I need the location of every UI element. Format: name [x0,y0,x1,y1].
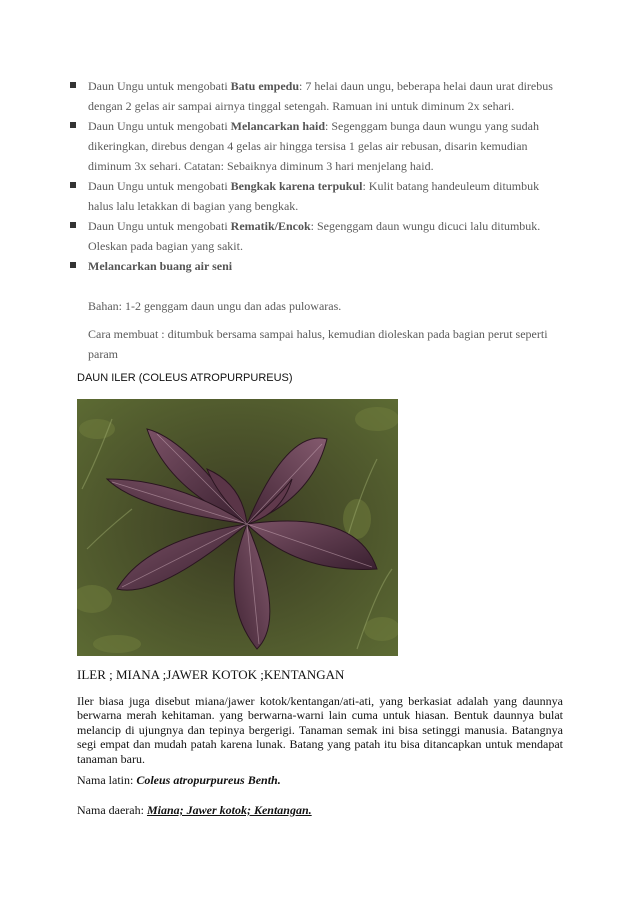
list-item [62,256,562,276]
list-item [62,176,562,216]
daerah-label: Nama daerah: [77,803,147,817]
item-bold: Bengkak karena terpukul [230,179,363,193]
bullet-square-icon [70,82,76,88]
daerah-value: Miana; Jawer kotok; Kentangan. [146,803,312,817]
cara-text: Cara membuat : ditumbuk bersama sampai halus, kemudian dioleskan pada bagian perut seperti param [88,327,548,361]
bahan-text: Bahan: 1-2 genggam daun ungu dan adas pulowaras. [88,299,342,313]
item-bold: Rematik/Encok [230,219,311,233]
item-prefix: Daun Ungu untuk mengobati [88,179,231,193]
remedy-list [62,76,562,276]
latin-value: Coleus atropurpureus Benth. [136,773,281,787]
item-text: : 7 helai daun ungu, beberapa helai daun urat direbus dengan 2 gelas air sampai airnya tinggal setengah. Ramuan ini untuk diminum 2x sehari. [88,79,553,113]
item-bold: Melancarkan buang air seni [88,259,233,273]
bullet-square-icon [70,122,76,128]
item-text: : Segenggam bunga daun wungu yang sudah dikeringkan, direbus dengan 4 gelas air hingga tersisa 1 gelas air rebusan, disarin kemudian diminum 3x sehari. Catatan: Sebaiknya diminum 3 hari menjelang haid. [88,119,539,173]
list-item [62,116,562,176]
coleus-plant-photo [77,399,398,656]
item-prefix: Daun Ungu untuk mengobati [88,79,231,93]
latin-name [77,773,281,788]
plant-title: ILER ; MIANA ;JAWER KOTOK ;KENTANGAN [77,667,345,682]
item-prefix: Daun Ungu untuk mengobati [88,219,231,233]
item-prefix: Daun Ungu untuk mengobati [88,119,231,133]
section-heading: DAUN ILER (COLEUS ATROPURPUREUS) [77,372,293,384]
bullet-square-icon [70,262,76,268]
item-text: : Kulit batang handeuleum ditumbuk halus lalu letakkan di bagian yang bengkak. [88,179,540,213]
item-text: : Segenggam daun wungu dicuci lalu ditumbuk. Oleskan pada bagian yang sakit. [88,219,541,253]
list-item [62,76,562,116]
list-item [62,216,562,256]
latin-label: Nama latin: [77,773,137,787]
item-bold: Melancarkan haid [230,119,325,133]
bullet-square-icon [70,222,76,228]
plant-description: Iler biasa juga disebut miana/jawer kotok/kentangan/ati-ati, yang berkasiat adalah yang daunnya berwarna merah kehitaman. yang berwarna-warni lain cuma untuk hiasan. Bentuk daunnya bulat melancip di ujungnya dan tepinya bergerigi. Tanaman semak ini bisa setinggi manusia. Batangnya segi empat dan mudah patah karena lunak. Batang yang patah itu bisa ditancapkan untuk mendapat tanaman baru. [77,694,563,766]
item-bold: Batu empedu [230,79,299,93]
regional-name [77,803,312,818]
bullet-square-icon [70,182,76,188]
